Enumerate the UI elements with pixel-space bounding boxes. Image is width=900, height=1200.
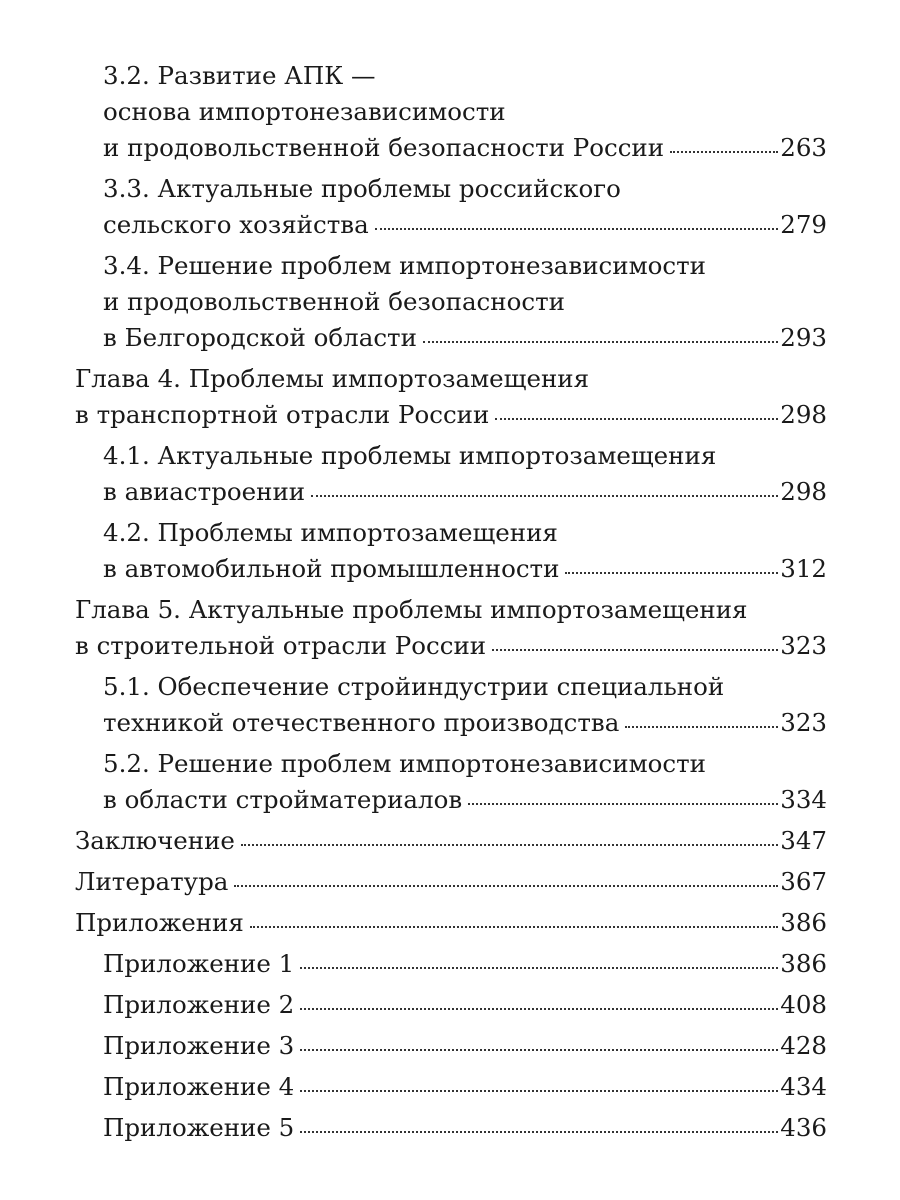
toc-entry-title-line: 3.4. Решение проблем импортонезависимости	[103, 251, 707, 280]
toc-entry-last-line	[103, 551, 827, 587]
toc-section-entry	[75, 669, 827, 741]
dot-leader	[468, 803, 778, 805]
toc-entry-title-line: Глава 5. Актуальные проблемы импортозамещения	[75, 595, 748, 624]
toc-page-number: 428	[780, 1031, 827, 1060]
toc-page-number: 323	[780, 708, 827, 737]
toc-section-entry	[75, 171, 827, 243]
toc-entry-last-line	[75, 397, 827, 433]
toc-section-entry	[75, 248, 827, 356]
toc-entry-title-line: Приложение 2	[103, 990, 295, 1019]
dot-leader	[495, 418, 778, 420]
toc-page-number: 367	[780, 867, 827, 896]
toc-entry-last-line	[75, 823, 827, 859]
toc-section-entry	[75, 58, 827, 166]
toc-entry-title-line: Приложение 4	[103, 1072, 295, 1101]
toc-entry-title-line: Приложения	[75, 908, 244, 937]
toc-page-number: 312	[780, 554, 827, 583]
toc-page-number: 408	[780, 990, 827, 1019]
toc-entry-title-line: в строительной отрасли России	[75, 631, 487, 660]
toc-page-number: 436	[780, 1113, 827, 1142]
toc-entry-last-line	[103, 130, 827, 166]
toc-entry-title-line: Глава 4. Проблемы импортозамещения	[75, 364, 590, 393]
toc-section-entry	[75, 1028, 827, 1064]
toc-entry-title-line: Приложение 1	[103, 949, 295, 978]
dot-leader	[423, 341, 778, 343]
toc-entry-title-line: Литература	[75, 867, 229, 896]
toc-entry-last-line	[103, 987, 827, 1023]
toc-section-entry	[75, 438, 827, 510]
toc-entry-last-line	[103, 946, 827, 982]
toc-entry-title-line: в авиастроении	[103, 477, 306, 506]
dot-leader	[241, 844, 778, 846]
toc-page-number: 279	[780, 210, 827, 239]
toc-entry-title-line: в Белгородской области	[103, 323, 417, 352]
toc-entry-title-line: 3.2. Развитие АПК —	[103, 61, 376, 90]
toc-chapter-entry	[75, 905, 827, 941]
toc-page-number: 293	[780, 323, 827, 352]
toc-entry-last-line	[103, 1028, 827, 1064]
toc-entry-last-line	[103, 207, 827, 243]
toc-entry-title-line: в автомобильной промышленности	[103, 554, 560, 583]
toc-entry-last-line	[75, 864, 827, 900]
toc-entry-title-line: 3.3. Актуальные проблемы российского	[103, 174, 621, 203]
toc-page-number: 323	[780, 631, 827, 660]
dot-leader	[625, 726, 778, 728]
toc-chapter-entry	[75, 592, 827, 664]
toc-section-entry	[75, 1110, 827, 1146]
dot-leader	[565, 572, 778, 574]
dot-leader	[300, 1049, 778, 1051]
toc-page-number: 298	[780, 477, 827, 506]
toc-entry-last-line	[103, 1069, 827, 1105]
toc-entry-title-line: основа импортонезависимости	[103, 97, 506, 126]
toc-entry-title-line: в области стройматериалов	[103, 785, 463, 814]
toc-entry-last-line	[75, 628, 827, 664]
toc-entry-title-line: и продовольственной безопасности России	[103, 133, 665, 162]
dot-leader	[311, 495, 778, 497]
dot-leader	[375, 228, 779, 230]
toc-page-number: 386	[780, 908, 827, 937]
toc-entry-title-line: 4.1. Актуальные проблемы импортозамещения	[103, 441, 717, 470]
dot-leader	[300, 967, 778, 969]
toc-section-entry	[75, 1069, 827, 1105]
toc-section-entry	[75, 746, 827, 818]
toc-chapter-entry	[75, 864, 827, 900]
dot-leader	[250, 926, 778, 928]
toc-section-entry	[75, 946, 827, 982]
toc-page-number: 263	[780, 133, 827, 162]
toc-entry-title-line: техникой отечественного производства	[103, 708, 620, 737]
toc-entry-last-line	[103, 1110, 827, 1146]
toc-entry-title-line: Приложение 3	[103, 1031, 295, 1060]
table-of-contents	[75, 58, 827, 1151]
toc-section-entry	[75, 987, 827, 1023]
toc-entry-title-line: 5.1. Обеспечение стройиндустрии специальной	[103, 672, 725, 701]
toc-entry-title-line: в транспортной отрасли России	[75, 400, 490, 429]
toc-entry-title-line: сельского хозяйства	[103, 210, 369, 239]
toc-entry-last-line	[103, 782, 827, 818]
toc-entry-last-line	[103, 705, 827, 741]
dot-leader	[300, 1008, 778, 1010]
toc-entry-title-line: и продовольственной безопасности	[103, 287, 565, 316]
toc-page-number: 347	[780, 826, 827, 855]
toc-section-entry	[75, 515, 827, 587]
toc-chapter-entry	[75, 823, 827, 859]
dot-leader	[234, 885, 778, 887]
dot-leader	[492, 649, 778, 651]
toc-page-number: 434	[780, 1072, 827, 1101]
dot-leader	[300, 1090, 778, 1092]
dot-leader	[670, 151, 778, 153]
toc-page-number: 334	[780, 785, 827, 814]
toc-entry-last-line	[103, 320, 827, 356]
toc-entry-title-line: 4.2. Проблемы импортозамещения	[103, 518, 558, 547]
toc-page-number: 298	[780, 400, 827, 429]
toc-entry-title-line: Приложение 5	[103, 1113, 295, 1142]
toc-entry-last-line	[75, 905, 827, 941]
toc-entry-title-line: Заключение	[75, 826, 235, 855]
toc-chapter-entry	[75, 361, 827, 433]
toc-entry-title-line: 5.2. Решение проблем импортонезависимости	[103, 749, 707, 778]
toc-page-number: 386	[780, 949, 827, 978]
toc-entry-last-line	[103, 474, 827, 510]
dot-leader	[300, 1131, 778, 1133]
